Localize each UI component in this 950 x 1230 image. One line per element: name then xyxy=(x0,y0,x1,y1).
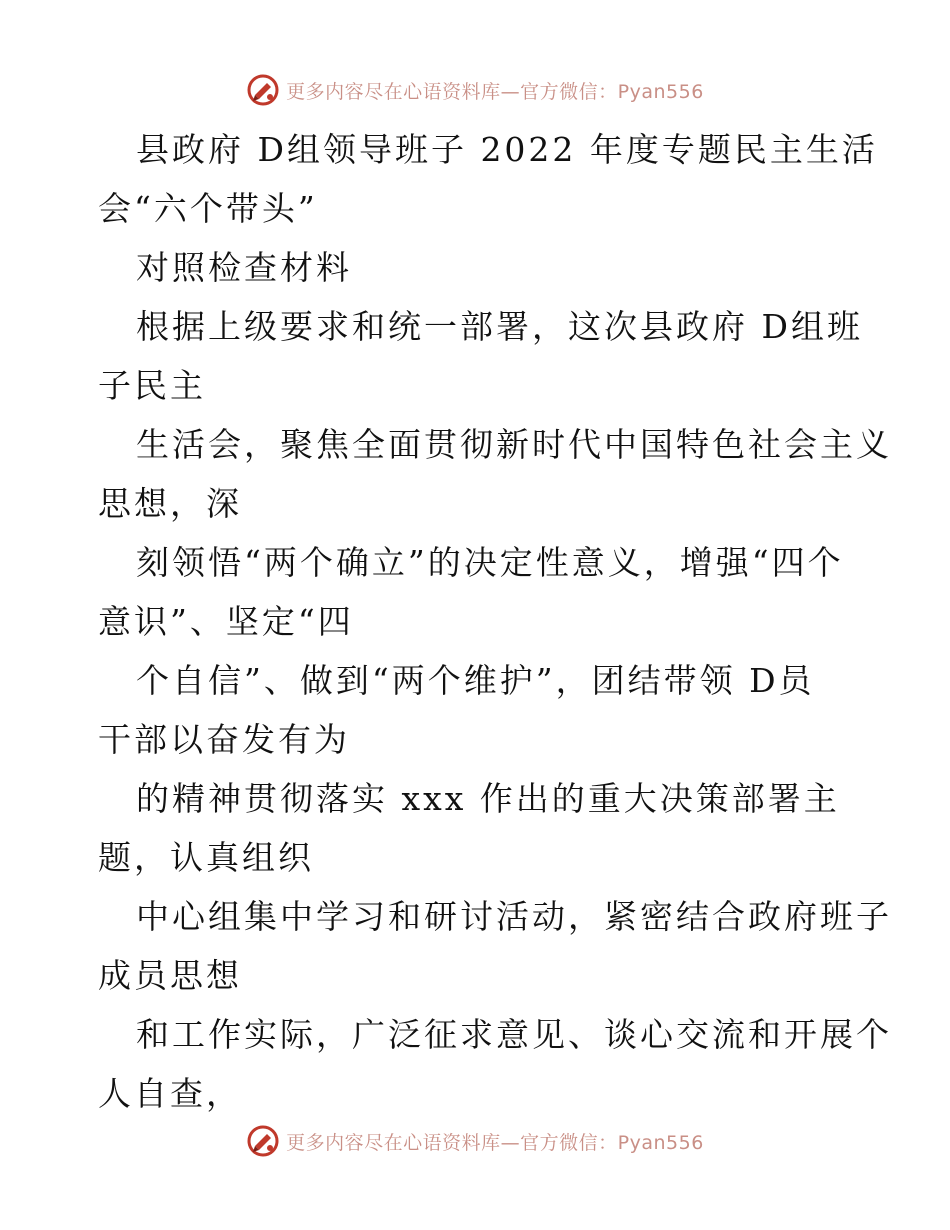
paragraph-line: 中心组集中学习和研讨活动，紧密结合政府班子 xyxy=(136,897,892,936)
watermark-text: 更多内容尽在心语资料库—官方微信：Pyan556 xyxy=(286,1131,704,1154)
paragraph-line: 的精神贯彻落实 xxx 作出的重大决策部署主 xyxy=(136,779,840,818)
paragraph-line: 个自信”、做到“两个维护”，团结带领 D员 xyxy=(136,661,815,700)
paragraph-line: 人自查， xyxy=(98,1074,242,1113)
paragraph-line: 题，认真组织 xyxy=(98,838,314,877)
paragraph-line: 干部以奋发有为 xyxy=(98,720,350,759)
paragraph-line: 刻领悟“两个确立”的决定性意义，增强“四个 xyxy=(136,543,844,582)
logo-icon xyxy=(246,1124,280,1158)
paragraph-line: 思想，深 xyxy=(98,484,242,523)
document-body xyxy=(98,120,892,1123)
footer-watermark-banner xyxy=(0,1121,950,1161)
header-watermark-banner xyxy=(0,70,950,110)
paragraph-line: 和工作实际，广泛征求意见、谈心交流和开展个 xyxy=(136,1015,892,1054)
paragraph-line: 生活会，聚焦全面贯彻新时代中国特色社会主义 xyxy=(136,425,892,464)
logo-icon xyxy=(246,73,280,107)
paragraph-line: 根据上级要求和统一部署，这次县政府 D组班 xyxy=(136,307,863,346)
paragraph-line: 子民主 xyxy=(98,366,206,405)
paragraph-line: 意识”、坚定“四 xyxy=(98,602,354,641)
watermark-text: 更多内容尽在心语资料库—官方微信：Pyan556 xyxy=(286,80,704,103)
title-line-2: 会“六个带头” xyxy=(98,189,318,228)
paragraph-line: 成员思想 xyxy=(98,956,242,995)
subtitle-line: 对照检查材料 xyxy=(136,248,352,287)
title-line-1: 县政府 D组领导班子 2022 年度专题民主生活 xyxy=(136,130,878,169)
